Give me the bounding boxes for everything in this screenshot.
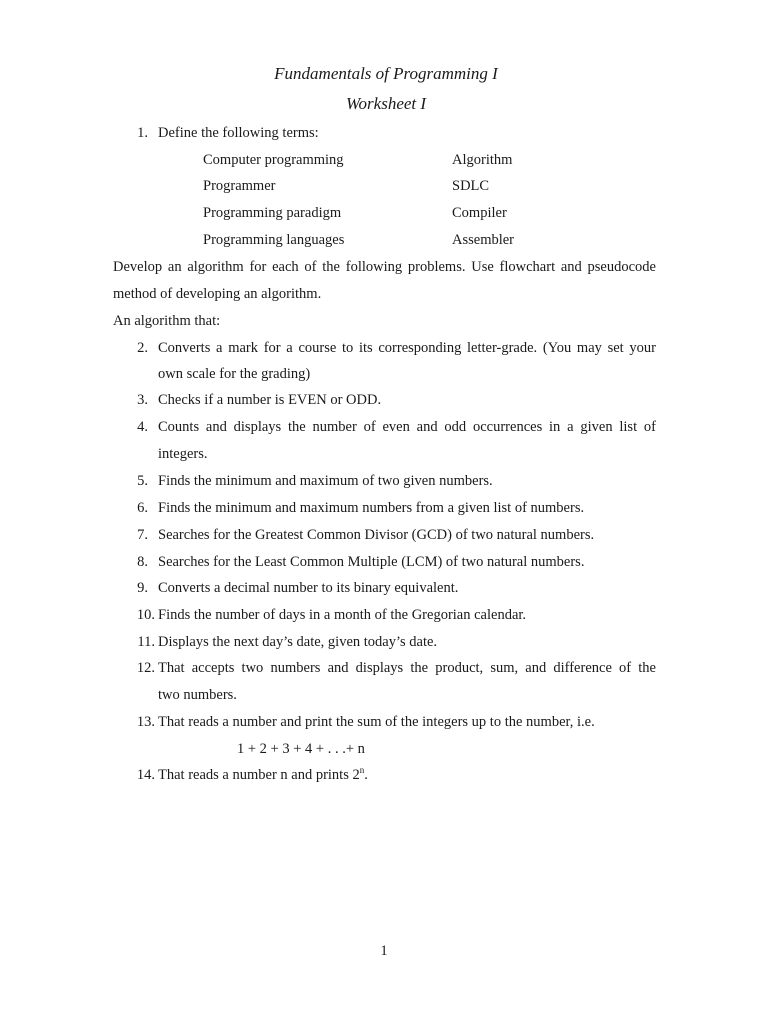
item-number: 7. xyxy=(137,527,148,543)
item-text: Finds the number of days in a month of the Gregorian calendar. xyxy=(158,607,527,623)
item-text: Converts a decimal number to its binary equivalent. xyxy=(158,580,459,596)
item-text: integers. xyxy=(158,446,208,462)
item-text: two numbers. xyxy=(158,687,237,703)
course-title: Fundamentals of Programming I xyxy=(274,64,498,83)
item-text: Counts and displays the number of even and odd occurrences in a given list of xyxy=(158,419,656,435)
item-number: 8. xyxy=(137,554,148,570)
item-number: 2. xyxy=(137,340,148,356)
item-text: Finds the minimum and maximum numbers from a given list of numbers. xyxy=(158,500,585,516)
item-text: Finds the minimum and maximum of two given numbers. xyxy=(158,473,493,489)
item-number: 10. xyxy=(136,607,155,623)
item-number: 12. xyxy=(136,660,155,676)
item-number: 9. xyxy=(137,580,148,596)
item-text-suffix: . xyxy=(364,767,368,783)
term-left: Programming languages xyxy=(203,232,345,248)
item-text: That accepts two numbers and displays the product, sum, and difference of the xyxy=(158,660,656,676)
item-number: 5. xyxy=(137,473,148,489)
item-number: 4. xyxy=(137,419,148,435)
item-number: 14. xyxy=(136,767,155,783)
item-text xyxy=(158,766,368,784)
term-right: Assembler xyxy=(452,232,515,248)
item-text: own scale for the grading) xyxy=(158,366,311,382)
instructions-line: Develop an algorithm for each of the following problems. Use flowchart and pseudocode xyxy=(113,259,656,275)
item-text: Searches for the Greatest Common Divisor (GCD) of two natural numbers. xyxy=(158,527,595,543)
item-number: 11. xyxy=(137,634,155,650)
exponent: n xyxy=(359,765,365,776)
item-text: Checks if a number is EVEN or ODD. xyxy=(158,392,382,408)
item-text: That reads a number and print the sum of the integers up to the number, i.e. xyxy=(158,714,595,730)
term-left: Programmer xyxy=(203,178,276,194)
item-text-main: That reads a number n and prints 2 xyxy=(158,767,360,783)
term-left: Computer programming xyxy=(203,152,344,168)
term-right: SDLC xyxy=(452,178,490,194)
sum-formula: 1 + 2 + 3 + 4 + . . .+ n xyxy=(237,741,365,757)
instructions-line: method of developing an algorithm. xyxy=(113,286,322,302)
instructions-intro: An algorithm that: xyxy=(113,313,221,329)
term-right: Algorithm xyxy=(452,152,513,168)
item-number: 3. xyxy=(137,392,148,408)
worksheet-title: Worksheet I xyxy=(345,94,427,113)
term-right: Compiler xyxy=(452,205,507,221)
page-number: 1 xyxy=(380,943,388,959)
question-text: Define the following terms: xyxy=(158,125,319,141)
item-number: 1. xyxy=(137,125,148,141)
term-left: Programming paradigm xyxy=(203,205,342,221)
item-text: Converts a mark for a course to its corresponding letter-grade. (You may set your xyxy=(158,340,656,356)
item-text: Searches for the Least Common Multiple (LCM) of two natural numbers. xyxy=(158,554,585,570)
item-number: 13. xyxy=(136,714,155,730)
item-number: 6. xyxy=(137,500,148,516)
item-text: Displays the next day’s date, given today’s date. xyxy=(158,634,438,650)
